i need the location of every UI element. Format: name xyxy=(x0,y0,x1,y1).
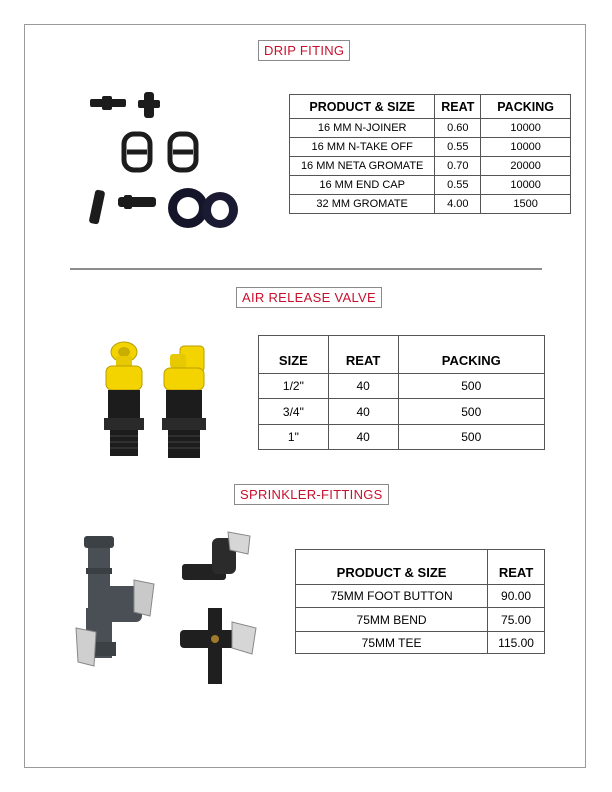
air-section-title: AIR RELEASE VALVE xyxy=(236,287,382,308)
air-cell-size: 1/2" xyxy=(259,374,329,399)
table-row xyxy=(290,157,571,176)
drip-cell-reat: 4.00 xyxy=(435,195,481,214)
drip-cell-reat: 0.70 xyxy=(435,157,481,176)
table-row xyxy=(296,632,545,654)
sprinkler-cell-reat: 90.00 xyxy=(488,585,545,608)
air-cell-reat: 40 xyxy=(328,425,398,450)
air-cell-size: 1" xyxy=(259,425,329,450)
drip-cell-reat: 0.55 xyxy=(435,138,481,157)
sprinkler-cell-reat: 75.00 xyxy=(488,608,545,632)
sprinkler-cell-product: 75MM TEE xyxy=(296,632,488,654)
drip-cell-product: 16 MM NETA GROMATE xyxy=(290,157,435,176)
table-row xyxy=(259,399,545,425)
drip-cell-product: 16 MM END CAP xyxy=(290,176,435,195)
sprinkler-fittings-image xyxy=(72,524,262,690)
drip-header-packing: PACKING xyxy=(481,95,571,119)
air-cell-reat: 40 xyxy=(328,399,398,425)
sprinkler-cell-reat: 115.00 xyxy=(488,632,545,654)
drip-cell-packing: 10000 xyxy=(481,138,571,157)
drip-header-product: PRODUCT & SIZE xyxy=(290,95,435,119)
drip-cell-packing: 20000 xyxy=(481,157,571,176)
sprinkler-header-product: PRODUCT & SIZE xyxy=(296,550,488,585)
table-row xyxy=(290,119,571,138)
drip-fittings-image xyxy=(80,82,250,232)
air-cell-packing: 500 xyxy=(398,374,544,399)
air-table xyxy=(258,335,545,450)
air-cell-packing: 500 xyxy=(398,399,544,425)
air-header-reat: REAT xyxy=(328,336,398,374)
sprinkler-header-reat: REAT xyxy=(488,550,545,585)
air-release-valve-image xyxy=(96,340,226,464)
drip-cell-packing: 10000 xyxy=(481,176,571,195)
sprinkler-table xyxy=(295,549,545,654)
table-row xyxy=(259,374,545,399)
table-row xyxy=(296,585,545,608)
air-header-size: SIZE xyxy=(259,336,329,374)
drip-section-title: DRIP FITING xyxy=(258,40,350,61)
air-table-header-row xyxy=(259,336,545,374)
air-cell-size: 3/4" xyxy=(259,399,329,425)
air-header-packing: PACKING xyxy=(398,336,544,374)
drip-cell-reat: 0.55 xyxy=(435,176,481,195)
drip-header-reat: REAT xyxy=(435,95,481,119)
air-cell-reat: 40 xyxy=(328,374,398,399)
table-row xyxy=(290,195,571,214)
drip-cell-product: 16 MM N-TAKE OFF xyxy=(290,138,435,157)
sprinkler-table-header-row xyxy=(296,550,545,585)
table-row xyxy=(290,176,571,195)
sprinkler-section-title: SPRINKLER-FITTINGS xyxy=(234,484,389,505)
table-row xyxy=(290,138,571,157)
table-row xyxy=(296,608,545,632)
drip-cell-packing: 1500 xyxy=(481,195,571,214)
drip-cell-reat: 0.60 xyxy=(435,119,481,138)
drip-cell-packing: 10000 xyxy=(481,119,571,138)
drip-cell-product: 16 MM N-JOINER xyxy=(290,119,435,138)
drip-table-header-row xyxy=(290,95,571,119)
air-cell-packing: 500 xyxy=(398,425,544,450)
drip-table xyxy=(289,94,571,214)
sprinkler-cell-product: 75MM FOOT BUTTON xyxy=(296,585,488,608)
section-divider xyxy=(70,268,542,270)
drip-cell-product: 32 MM GROMATE xyxy=(290,195,435,214)
table-row xyxy=(259,425,545,450)
sprinkler-cell-product: 75MM BEND xyxy=(296,608,488,632)
